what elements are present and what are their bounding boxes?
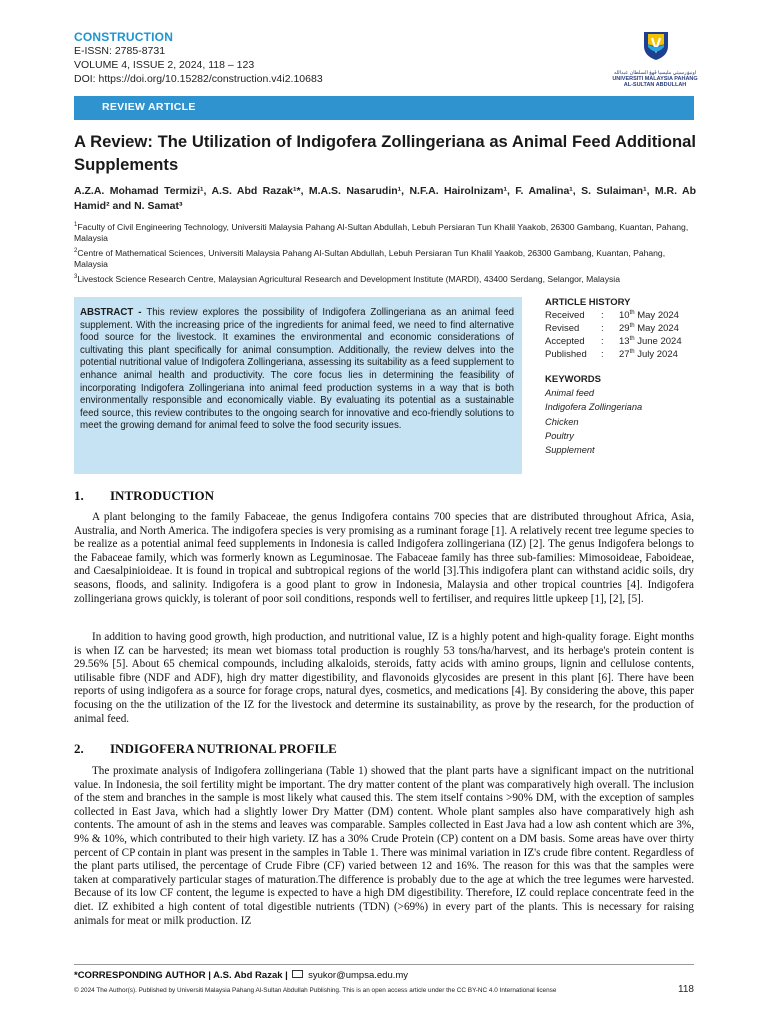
author-email-link[interactable]: syukor@umpsa.edu.my	[308, 970, 409, 981]
section-heading-introduction: 1. INTRODUCTION	[74, 488, 215, 503]
keywords-title: KEYWORDS	[545, 374, 601, 385]
keyword-item: Supplement	[545, 445, 595, 455]
keyword-item: Poultry	[545, 431, 574, 441]
logo-text-jawi: اونيۏرسيتي مليسيا ڤهڠ السلطان عبدالله	[613, 70, 697, 76]
history-received: Received : 10th May 2024	[545, 310, 679, 322]
affiliation-3: $^3$Livestock Science Research Centre, Malaysian Agricultural Research and Development Institute (MARDI), 43400 Serdang, Selangor, Malaysia	[74, 273, 620, 284]
body-paragraph: The proximate analysis of Indigofera zollingeriana (Table 1) showed that the plant parts have a significant impact on the nutritional value. In Indonesia, the soil fertility might be important. The dry matter content of the plant was comparatively high overall. The inclusion of the stem and branches in the sample is most likely what caused this. The stem itself contains >90% DM, with the exception of samples collected in East Java, which had a slightly lower Dry Matter (DM) content. Whole plant samples also have comparatively high ash contents. The amount of ash in the stems and leaves was comparable. Samples collected in East Java had a low ash content which are 3%, 9% & 10%, which contributed to their high variety. IZ has a 30% Crude Protein (CP) content on a DM basis. Some areas have over thirty percent of CP contain in plant was present in the samples in Table 1. There was minimal variation in IZ's crude fibre content. Regardless of the plant parts utilised, the percentage of Crude Fibre (CF) varied between 12 and 16%. The reason for this was that the samples were taken at comparatively particular stages of maturation.The difference is probably due to the age at which the tree legumes were harvested. Because of its low CF content, the legume is expected to have a high DM digestibility. Therefore, IZ could replace concentrate feed in the diet. IZ exhibited a high content of total digestible nutrients (TDN) (>69%) in every part of the plants. This is necessary for raising animals for meat or milk production. IZ	[74, 765, 694, 927]
footer-divider	[74, 964, 694, 965]
section-heading-nutritional-profile: 2. INDIGOFERA NUTRIONAL PROFILE	[74, 741, 337, 756]
copyright-notice: © 2024 The Author(s). Published by Universiti Malaysia Pahang Al-Sultan Abdullah Publishing. This is an open access article under the CC BY-NC 4.0 International license	[74, 987, 557, 994]
history-revised: Revised : 29th May 2024	[545, 323, 679, 335]
keyword-item: Animal feed	[545, 388, 595, 398]
review-article-banner	[74, 96, 694, 120]
abstract-box	[74, 297, 522, 474]
mail-icon	[292, 970, 303, 978]
history-published: Published : 27th July 2024	[545, 349, 678, 361]
abstract-label: ABSTRACT -	[80, 307, 147, 318]
article-history-title: ARTICLE HISTORY	[545, 297, 631, 308]
article-title: A Review: The Utilization of Indigofera Zollingeriana as Animal Feed Additional Supplements	[74, 132, 696, 174]
affiliation-2: $^2$Centre of Mathematical Sciences, Universiti Malaysia Pahang Al-Sultan Abdullah, Lebuh Persiaran Tun Khalil Yaakob, 26300 Gambang, Kuantan, Pahang, Malaysia	[74, 247, 666, 270]
eissn: E-ISSN: 2785-8731	[74, 45, 166, 57]
page-number: 118	[678, 984, 694, 995]
article-type-label: REVIEW ARTICLE	[102, 101, 196, 113]
abstract-text: ABSTRACT - This review explores the possibility of Indigofera Zollingeriana as an animal feed supplement. With the increasing price of the ingredients for animal feed, we need to find alternative food source for the livestock. It examines the environmental and economic considerations of cultivating this plant specifically for animal consumption. Additionally, the review delves into the potential nutritional value of Indigofera Zollingeriana, assessing its suitability as a feed supplement to enhance animal health and productivity. The core focus lies in determining the feasibility of incorporating Indigofera Zollingeriana into animal feed production systems in a way that is both environmentally responsible and economically viable. By evaluating its potential as a sustainable feed source, this review contributes to the ongoing search for innovative and eco-friendly solutions to meet the growing demand for animal feed to solve the food security issues.	[80, 307, 515, 432]
affiliation-1: $^1$Faculty of Civil Engineering Technology, Universiti Malaysia Pahang Al-Sultan Abdullah, Lebuh Persiaran Tun Khalil Yaakob, 26300 Gambang, Kuantan, Pahang, Malaysia	[74, 221, 689, 244]
keyword-item: Indigofera Zollingeriana	[545, 402, 643, 412]
corresponding-author: *CORRESPONDING AUTHOR | A.S. Abd Razak | syukor@umpsa.edu.my	[74, 970, 409, 981]
body-paragraph: A plant belonging to the family Fabaceae, the genus Indigofera contains 700 species that are distributed throughout Africa, Asia, Australia, and North America. The indigofera species is very promising as a ruminant forage [1]. A relatively recent tree legume species to be realize as a potential animal feed supplements in Indonesia is called Indigofera zollingeriana (IZ) [2]. The genus Indigofera belongs to the Fabaceae family, which was formerly known as Leguminosae. The Fabaceae family has three sub-families: Mimosoideae, Faboideae, and Caesalpinioideae. It is found in tropical and subtropical regions of the world [3].This indigofera plant can withstand acidic soils, dry seasons, floods, and salinity. Indigofera is a good plant to grow in Indonesia, Malaysia and other tropical countries [4]. Indigofera zollingeriana grows quickly, is tolerant of poor soil conditions, responds well to fertiliser, and requires little upkeep [1], [2], [5].	[74, 511, 694, 605]
doi-link[interactable]: DOI: https://doi.org/10.15282/construction.v4i2.10683	[74, 73, 323, 85]
keyword-item: Chicken	[545, 417, 579, 427]
history-accepted: Accepted : 13th June 2024	[545, 336, 682, 348]
author-list: A.Z.A. Mohamad Termizi¹, A.S. Abd Razak¹*, M.A.S. Nasarudin¹, N.F.A. Hairolnizam¹, F. Amalina¹, S. Sulaiman¹, M.R. Ab Hamid² and N. Samat³	[74, 185, 696, 212]
body-paragraph: In addition to having good growth, high production, and nutritional value, IZ is a highly potent and high-quality forage. Eight months is when IZ can be harvested; its mean wet biomass total production is roughly 53 tons/ha/harvest, and its herbage's protein content is 29.56% [5]. About 65 chemical compounds, including alkaloids, steroids, fatty acids with amino groups, lignin and cellulose contents, utilisable fibre (NDF and ADF), high dry matter digestibility, and flavonoids glycosides are present in this plant [6]. There have been reports of using indigofera as a source for forage crops, natural dyes, cosmetics, and medications [4]. By considering the above, this paper focusing on the the utilization of the IZ for the livestock and determine its sustainability, as prove by the research, for the production of animal feed.	[74, 631, 694, 725]
journal-name: CONSTRUCTION	[74, 30, 174, 44]
logo-text-latin: UNIVERSITI MALAYSIA PAHANG AL-SULTAN ABDULLAH	[612, 76, 698, 88]
volume-issue: VOLUME 4, ISSUE 2, 2024, 118 – 123	[74, 59, 255, 71]
